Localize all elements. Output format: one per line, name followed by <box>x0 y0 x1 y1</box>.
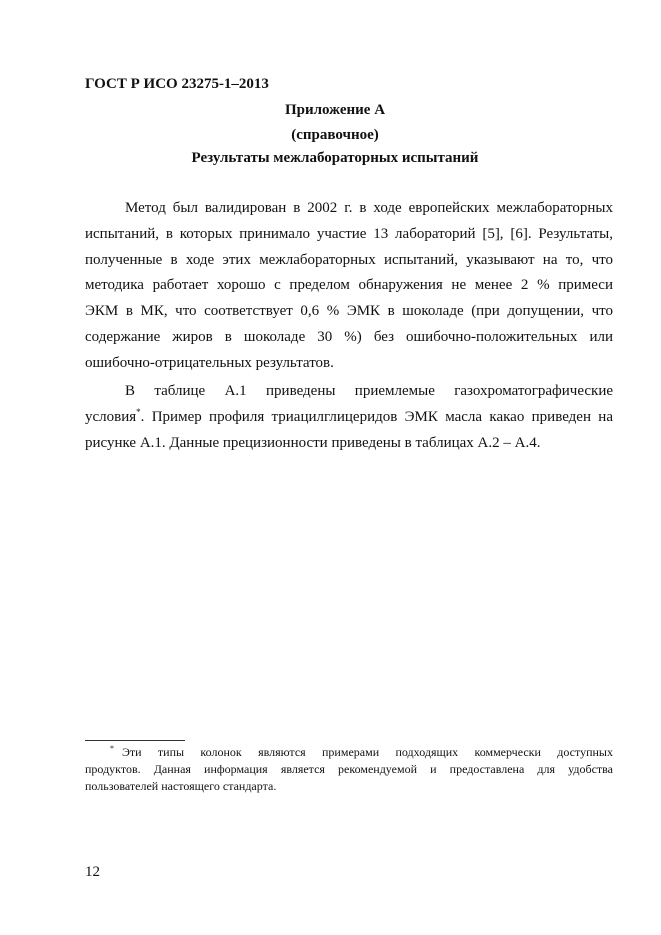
paragraph-line: ошибочно-отрицательных результатов. <box>85 354 334 371</box>
paragraph-line: содержание жиров в шоколаде 30 %) без ошибочно-положительных или <box>85 328 613 345</box>
paragraph-line: рисунке А.1. Данные прецизионности приведены в таблицах А.2 – А.4. <box>85 434 541 451</box>
standard-code-header: ГОСТ Р ИСО 23275-1–2013 <box>85 76 269 92</box>
appendix-title: Приложение А <box>284 102 386 118</box>
paragraph-line <box>85 405 613 431</box>
paragraph-line: В таблице А.1 приведены приемлемые газохроматографические <box>125 383 613 399</box>
footnote-reference-mark[interactable]: * <box>136 406 141 417</box>
page-number: 12 <box>85 864 100 880</box>
appendix-subtitle: (справочное) <box>291 127 379 143</box>
paragraph-line-rest: . Пример профиля триацилглицеридов ЭМК масла какао приведен на <box>140 408 613 425</box>
paragraph-line: методика работает хорошо с пределом обнаружения не менее 2 % примеси <box>85 277 613 294</box>
paragraph-conditions <box>85 379 613 456</box>
footnote-mark: * <box>110 744 114 753</box>
conditions-word: условия <box>85 408 137 425</box>
paragraph-validation <box>85 196 613 377</box>
footnote-divider <box>85 740 185 741</box>
paragraph-line: испытаний, в которых принимало участие 13 лабораторий [5], [6]. Результаты, <box>85 225 613 242</box>
paragraph-line: Метод был валидирован в 2002 г. в ходе европейских межлабораторных <box>125 200 613 216</box>
footnote <box>85 744 613 795</box>
paragraph-line: ЭКМ в МК, что соответствует 0,6 % ЭМК в шоколаде (при допущении, что <box>85 303 613 320</box>
footnote-line-text: Эти типы колонок являются примерами подходящих коммерчески доступных <box>122 745 613 759</box>
footnote-line: пользователей настоящего стандарта. <box>85 779 277 793</box>
section-title: Результаты межлабораторных испытаний <box>191 150 479 166</box>
footnote-line <box>85 744 613 761</box>
footnote-line: продуктов. Данная информация является рекомендуемой и предоставлена для удобства <box>85 762 613 776</box>
paragraph-line: полученные в ходе этих межлабораторных испытаний, указывают на то, что <box>85 251 613 268</box>
